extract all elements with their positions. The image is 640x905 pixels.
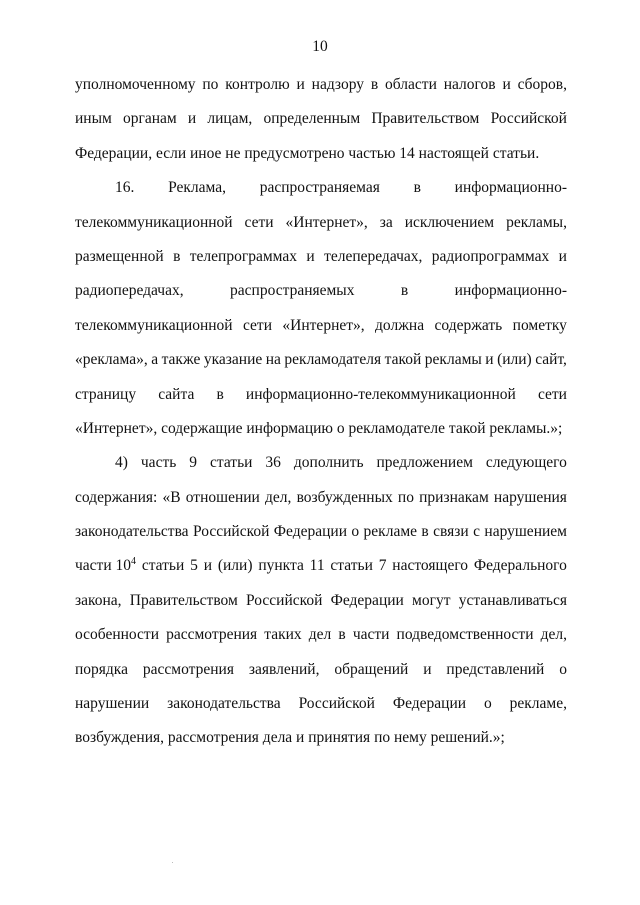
word: Федерации	[392, 695, 467, 713]
word: статьи	[141, 557, 185, 575]
word: информационно-телекоммуникационной	[245, 385, 516, 403]
word: 11	[309, 557, 325, 575]
text-line	[75, 206, 567, 240]
word: в	[413, 179, 421, 197]
word: о	[559, 660, 567, 678]
document-body	[75, 68, 567, 756]
word: 7	[378, 557, 387, 575]
word: в	[370, 76, 379, 93]
word: нарушением	[484, 523, 567, 541]
word: представлений	[446, 660, 545, 678]
word: телекоммуникационной	[75, 213, 233, 231]
word: иным	[75, 110, 112, 128]
word: также	[161, 351, 201, 369]
word: с	[473, 523, 480, 541]
word: сайт,	[535, 351, 567, 369]
word: контролю	[225, 76, 290, 93]
word: рекламодателя	[284, 351, 382, 369]
word: пометку	[512, 316, 567, 334]
word: настоящего	[392, 557, 469, 575]
word: подведомственности	[396, 626, 534, 644]
word: о	[351, 523, 360, 541]
text-line	[75, 343, 567, 377]
word: и	[485, 351, 494, 369]
word: часть	[140, 454, 177, 472]
word: в	[338, 626, 346, 644]
word: в	[400, 282, 409, 300]
word: дел,	[540, 626, 567, 644]
word: содержания:	[75, 488, 158, 506]
word: возбужденных	[296, 488, 393, 506]
word: сети	[244, 213, 274, 231]
text-line	[75, 481, 567, 515]
word: в	[173, 247, 181, 265]
word: Российской	[298, 695, 375, 713]
word: информационно-	[454, 282, 567, 300]
text-line: «Интернет», содержащие информацию о рекламодателе такой рекламы.»;	[75, 419, 563, 437]
word: распространяемая	[259, 179, 380, 197]
word: 4)	[115, 454, 128, 472]
word: телепередачах,	[324, 247, 423, 265]
text-line: возбуждения, рассмотрения дела и принятия по нему решений.»;	[75, 729, 505, 747]
word: размещенной	[75, 247, 164, 265]
word: следующего	[485, 454, 567, 472]
text-line	[75, 171, 567, 205]
word: страницу	[75, 385, 137, 403]
word: за	[379, 213, 393, 231]
word: по	[202, 76, 219, 93]
word: Федерации	[273, 523, 347, 541]
word: законодательства	[75, 523, 189, 541]
word: сети	[242, 316, 273, 334]
word: налогов	[443, 76, 496, 93]
word: дел,	[265, 488, 292, 506]
word: Российской	[246, 591, 323, 609]
word: особенности	[75, 626, 160, 644]
word: сайта	[158, 385, 195, 403]
word: и	[558, 247, 567, 265]
text-line	[75, 240, 567, 274]
word: «Интернет»,	[282, 316, 365, 334]
word: по	[397, 488, 414, 506]
word: 16.	[115, 179, 135, 197]
word: радиопередачах,	[75, 282, 184, 300]
word: Федерации	[330, 591, 404, 609]
text-line	[75, 653, 567, 687]
word: заявлений,	[248, 660, 320, 678]
word: закона,	[75, 591, 122, 609]
word: отношении	[185, 488, 260, 506]
word: предложением	[376, 454, 473, 472]
text-line-with-superscript	[75, 549, 567, 583]
word: 9	[189, 454, 198, 472]
word: части $10^4$	[75, 556, 136, 575]
word: «В	[162, 488, 181, 506]
word: и	[296, 76, 305, 93]
word: телепрограммах	[189, 247, 297, 265]
word: сборов,	[517, 76, 567, 93]
word: Правительством	[371, 110, 480, 128]
word: порядка	[75, 660, 128, 678]
word: «реклама»,	[75, 351, 148, 369]
word: в	[421, 523, 429, 541]
word: пункта	[258, 557, 304, 575]
word: таких	[264, 626, 302, 644]
text-line	[75, 446, 567, 480]
text-line	[75, 309, 567, 343]
word: радиопрограммах	[431, 247, 550, 265]
word: Реклама,	[168, 179, 226, 197]
word: нарушения	[493, 488, 567, 506]
word: обращений	[334, 660, 409, 678]
word: Федерального	[473, 557, 567, 575]
word: связи	[433, 523, 469, 541]
word: указание	[203, 351, 263, 369]
word: дополнить	[293, 454, 364, 472]
word: органам	[123, 110, 177, 128]
word: рекламы	[424, 351, 482, 369]
word: определенным	[263, 110, 361, 128]
word: Российской	[490, 110, 567, 128]
word: Правительством	[129, 591, 238, 609]
word: (или)	[217, 557, 253, 575]
text-line	[75, 515, 567, 549]
text-line	[75, 687, 567, 721]
word: области	[385, 76, 437, 93]
word: нарушении	[75, 695, 150, 713]
text-line	[75, 102, 567, 136]
word: исключением	[404, 213, 495, 231]
superscript: 4	[131, 556, 136, 568]
word: должна	[375, 316, 425, 334]
word: Российской	[192, 523, 270, 541]
word: рассмотрения	[142, 660, 234, 678]
word: законодательства	[167, 695, 281, 713]
text-line: Федерации, если иное не предусмотрено частью 14 настоящей статьи.	[75, 144, 540, 162]
word: сети	[537, 385, 567, 403]
word: и	[423, 660, 432, 678]
word: в	[216, 385, 224, 403]
word: «Интернет»,	[285, 213, 368, 231]
word: 5	[190, 557, 198, 575]
text-line	[75, 274, 567, 308]
word: (или)	[497, 351, 532, 369]
word: и	[306, 247, 315, 265]
word: надзору	[311, 76, 364, 93]
word: рекламе	[363, 523, 418, 541]
word: рекламе,	[509, 695, 567, 713]
word: и	[187, 110, 197, 128]
page-number: 10	[312, 38, 328, 55]
word: части	[352, 626, 390, 644]
word: признакам	[419, 488, 489, 506]
text-line	[75, 584, 567, 618]
word: о	[483, 695, 492, 713]
text-line	[75, 68, 567, 102]
text-line	[75, 618, 567, 652]
word: распространяемых	[230, 282, 355, 300]
word: телекоммуникационной	[75, 316, 233, 334]
word: а	[151, 351, 159, 369]
word: 36	[265, 454, 281, 472]
word: на	[265, 351, 281, 369]
word: статьи	[330, 557, 373, 575]
word: лицам,	[207, 110, 253, 128]
word: могут	[412, 591, 451, 609]
word: содержать	[434, 316, 503, 334]
word: информационно-	[454, 179, 567, 197]
text-line	[75, 378, 567, 412]
word: статьи	[209, 454, 253, 472]
scan-artifact	[172, 862, 173, 863]
word: рекламы,	[506, 213, 567, 231]
word: уполномоченному	[75, 76, 196, 93]
word: такой	[384, 351, 422, 369]
word: и	[502, 76, 511, 93]
word: и	[203, 557, 212, 575]
word: рассмотрения	[166, 626, 258, 644]
word: дел	[308, 626, 332, 644]
word: устанавливаться	[458, 591, 567, 609]
